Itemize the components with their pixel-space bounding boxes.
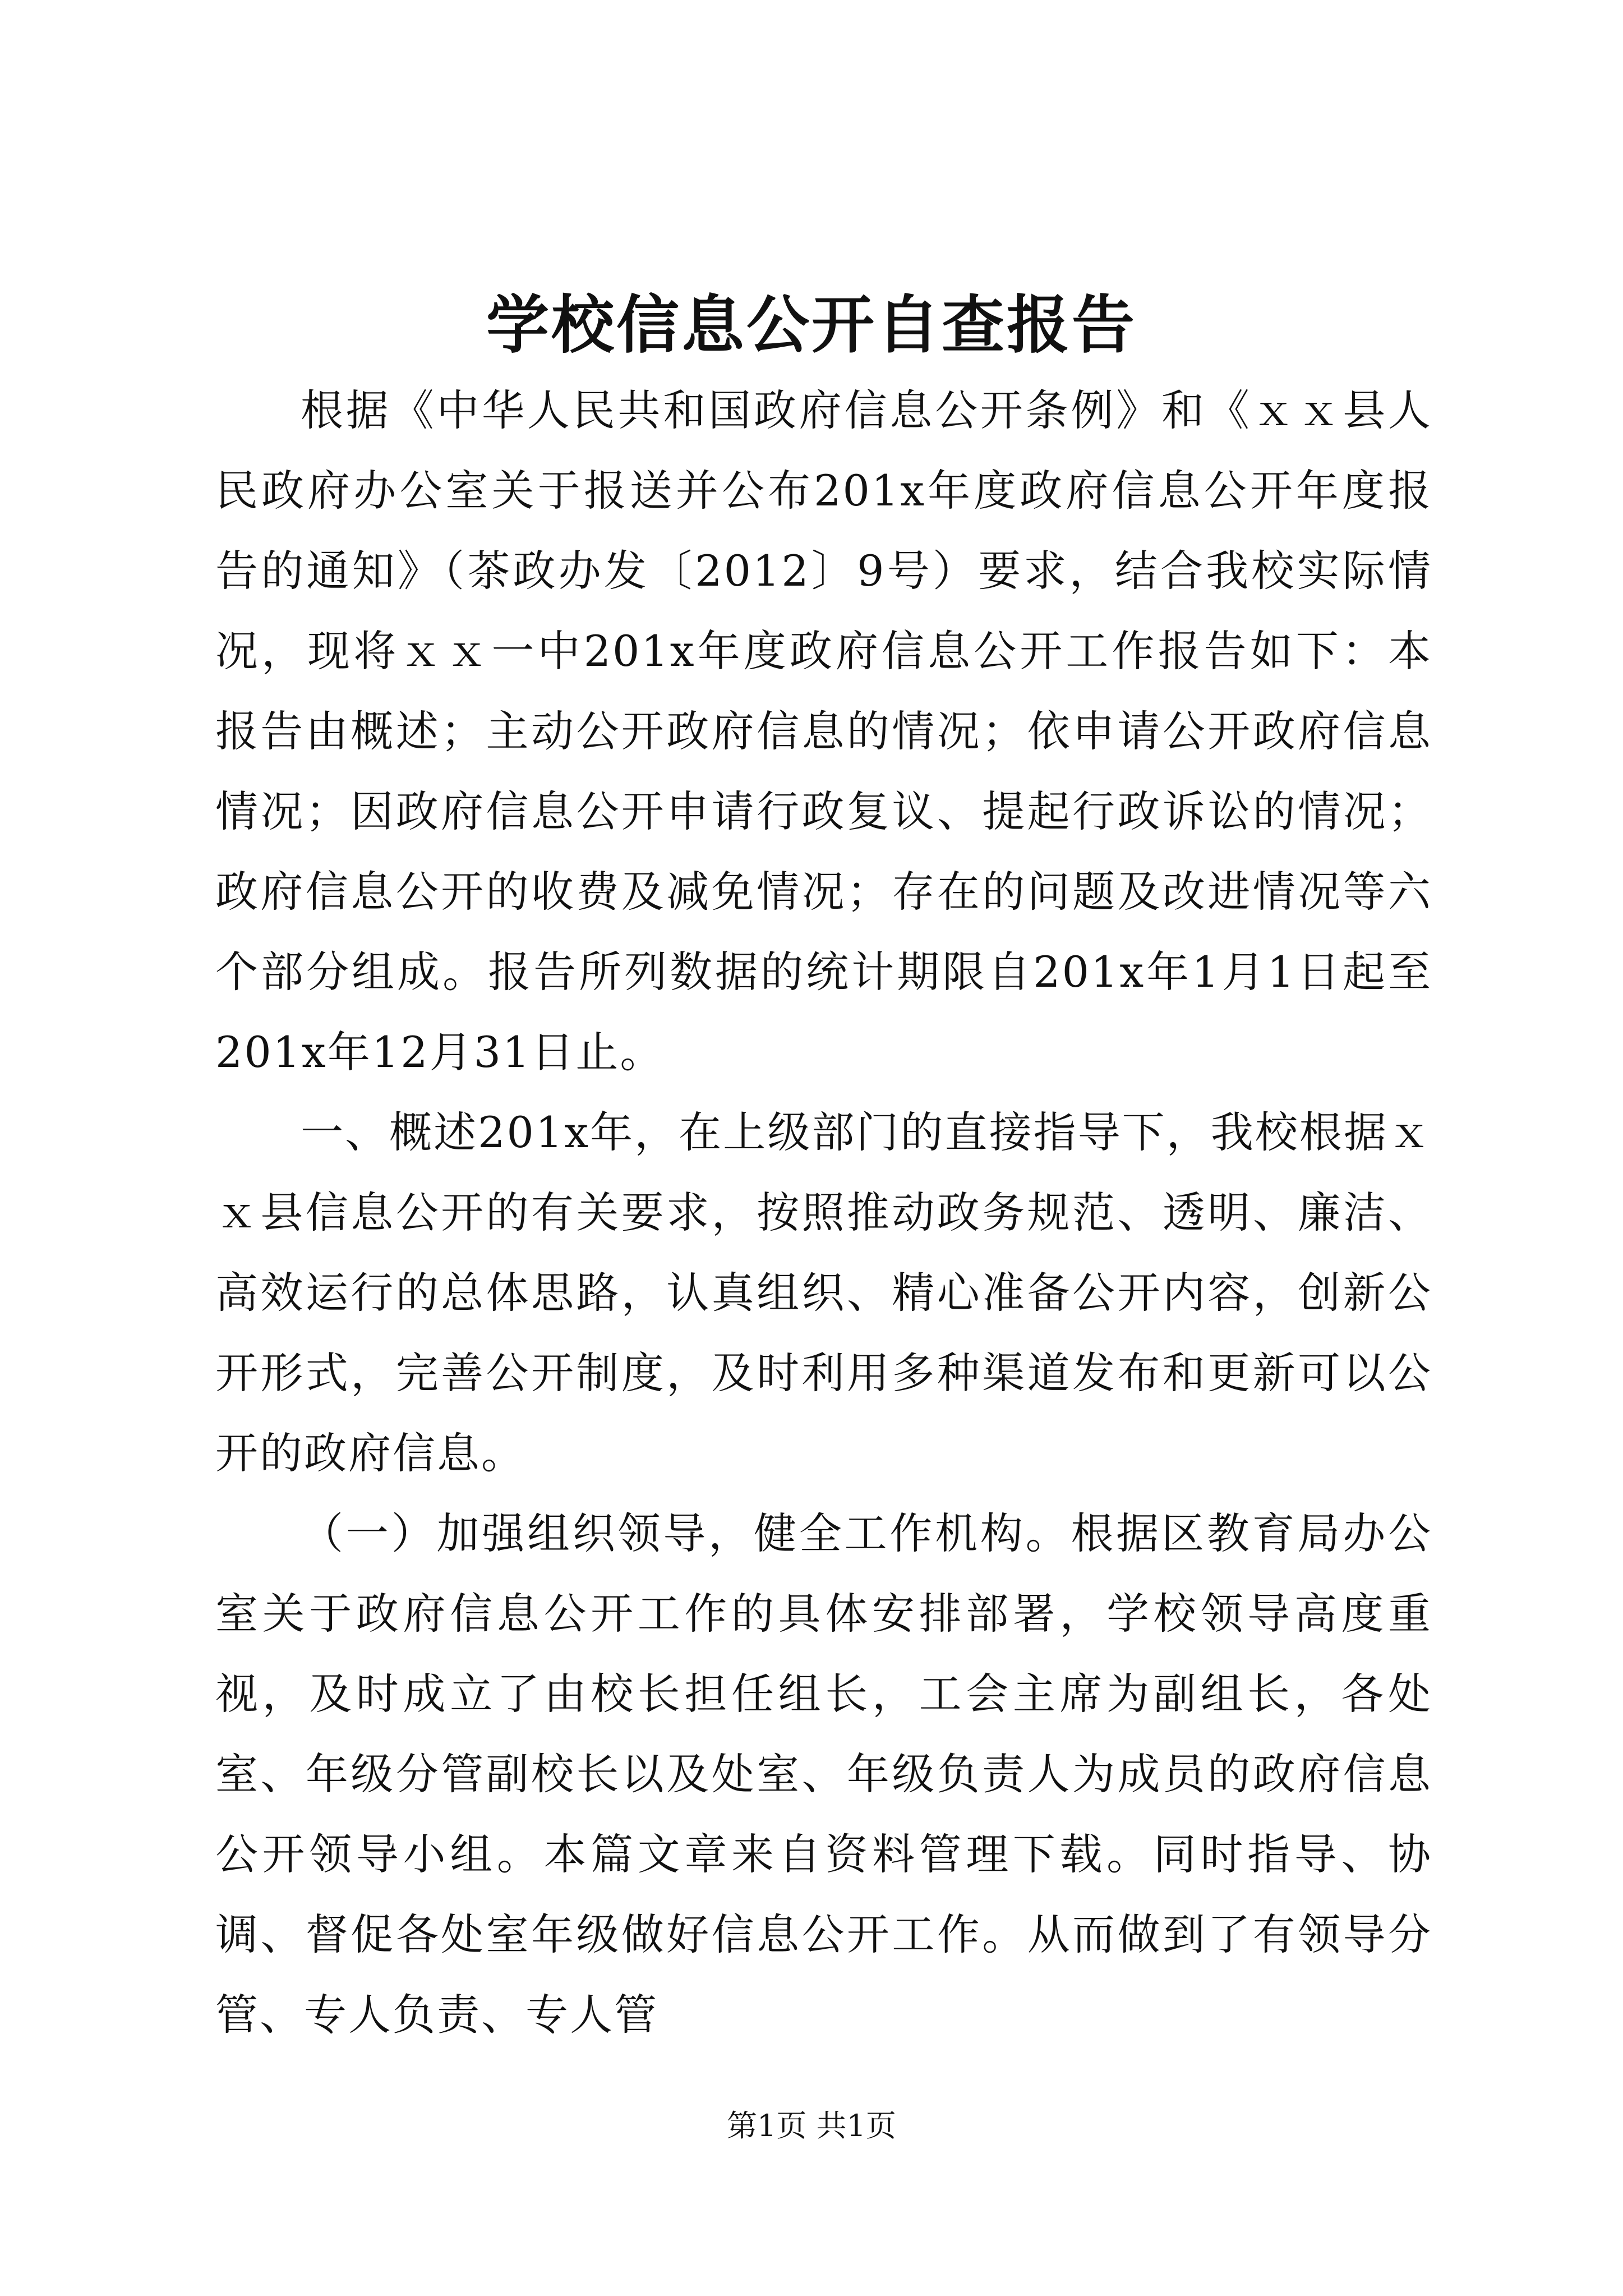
paragraph-organization: （一）加强组织领导，健全工作机构。根据区教育局办公室关于政府信息公开工作的具体安排部署，学校领导高度重视，及时成立了由校长担任组长，工会主席为副组长，各处室、年级分管副校长以及处室、年级负责人为成员的政府信息公开领导小组。本篇文章来自资料管理下载。同时指导、协调、督促各处室年级做好信息公开工作。从而做到了有领导分管、专人负责、专人管	[215, 1508, 1432, 2040]
document-title: 学校信息公开自查报告	[486, 288, 1137, 362]
document-body	[215, 370, 1432, 2055]
page-footer: 第1页 共1页	[727, 2108, 896, 2143]
paragraph-overview: 一、概述201x年，在上级部门的直接指导下，我校根据ｘｘ县信息公开的有关要求，按照推动政务规范、透明、廉洁、高效运行的总体思路，认真组织、精心准备公开内容，创新公开形式，完善公开制度，及时利用多种渠道发布和更新可以公开的政府信息。	[215, 1107, 1432, 1478]
paragraph-intro: 根据《中华人民共和国政府信息公开条例》和《ｘｘ县人民政府办公室关于报送并公布201x年度政府信息公开年度报告的通知》（茶政办发〔2012〕9号）要求，结合我校实际情况，现将ｘｘ一中201x年度政府信息公开工作报告如下：本报告由概述；主动公开政府信息的情况；依申请公开政府信息情况；因政府信息公开申请行政复议、提起行政诉讼的情况；政府信息公开的收费及减免情况；存在的问题及改进情况等六个部分组成。报告所列数据的统计期限自201x年1月1日起至201x年12月31日止。	[215, 385, 1432, 1077]
